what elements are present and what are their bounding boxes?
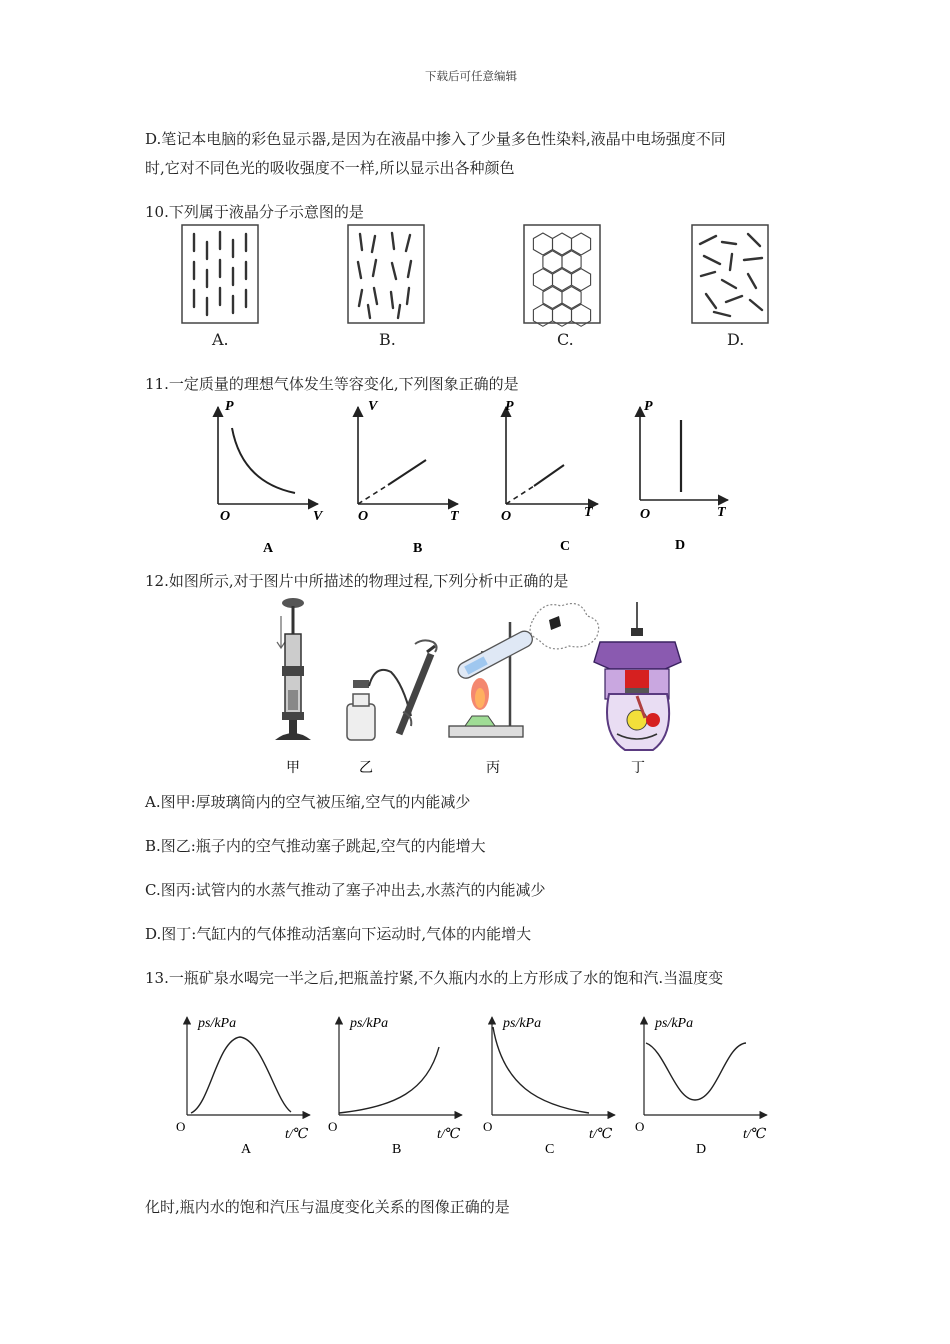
hexagon-cell bbox=[572, 269, 591, 291]
q13-graphs bbox=[165, 1005, 785, 1165]
q13-d-label: D bbox=[696, 1142, 707, 1157]
q10-figure-a bbox=[182, 225, 258, 323]
q12-stem: 12.如图所示,对于图片中所描述的物理过程,下列分析中正确的是 bbox=[145, 572, 569, 590]
hexagon-cell bbox=[543, 251, 562, 273]
q11-graph-b bbox=[358, 399, 460, 556]
q12-option-c: C.图丙:试管内的水蒸气推动了塞子冲出去,水蒸汽的内能减少 bbox=[145, 881, 546, 899]
q13-c-yaxis: ps/kPa bbox=[503, 1016, 542, 1031]
q13-d-origin: O bbox=[635, 1119, 645, 1134]
q11-stem: 11.一定质量的理想气体发生等容变化,下列图象正确的是 bbox=[145, 375, 519, 393]
q12-caption-bing: 丙 bbox=[486, 761, 500, 776]
q13-b-yaxis: ps/kPa bbox=[350, 1016, 389, 1031]
page-header: 下载后可任意编辑 bbox=[425, 69, 517, 83]
q13-a-origin: O bbox=[176, 1119, 186, 1134]
q10-figure-c bbox=[524, 225, 600, 326]
q11-a-origin: O bbox=[220, 509, 231, 524]
q12-caption-jia: 甲 bbox=[286, 761, 300, 776]
q11-b-xaxis: T bbox=[450, 509, 459, 524]
hexagon-cell bbox=[562, 287, 581, 309]
q13-graph-d bbox=[635, 1016, 767, 1157]
q9-option-d-line2: 时,它对不同色光的吸收强度不一样,所以显示出各种颜色 bbox=[145, 159, 515, 177]
q11-graph-c bbox=[501, 399, 598, 554]
q10-label-b: B. bbox=[379, 330, 396, 349]
q10-figure-d bbox=[692, 225, 768, 323]
q11-d-label: D bbox=[675, 538, 686, 553]
q12-option-a: A.图甲:厚玻璃筒内的空气被压缩,空气的内能减少 bbox=[145, 793, 471, 811]
q11-c-label: C bbox=[560, 539, 571, 554]
q11-a-yaxis: P bbox=[225, 399, 234, 414]
q11-d-yaxis: P bbox=[644, 399, 653, 414]
q13-c-origin: O bbox=[483, 1119, 493, 1134]
q12-caption-ding: 丁 bbox=[631, 761, 645, 776]
q11-b-origin: O bbox=[358, 509, 369, 524]
q13-d-yaxis: ps/kPa bbox=[655, 1016, 694, 1031]
q12-figure-jia bbox=[275, 598, 311, 740]
q13-a-label: A bbox=[241, 1142, 252, 1157]
hexagon-cell bbox=[543, 287, 562, 309]
q13-d-xaxis: t/℃ bbox=[743, 1127, 767, 1142]
q12-figure-yi bbox=[347, 640, 437, 740]
q12-figure-ding bbox=[594, 602, 681, 750]
q10-label-a: A. bbox=[212, 330, 229, 349]
q11-b-label: B bbox=[413, 541, 423, 556]
q11-c-origin: O bbox=[501, 509, 512, 524]
q12-figures bbox=[265, 594, 705, 784]
q10-figure-b bbox=[348, 225, 424, 323]
hexagon-cell bbox=[562, 251, 581, 273]
q13-stem: 13.一瓶矿泉水喝完一半之后,把瓶盖拧紧,不久瓶内水的上方形成了水的饱和汽.当温度变 bbox=[145, 969, 724, 987]
q10-label-c: C. bbox=[557, 330, 574, 349]
q12-figure-bing bbox=[449, 604, 599, 737]
q11-graph-a bbox=[218, 399, 324, 556]
q13-a-yaxis: ps/kPa bbox=[198, 1016, 237, 1031]
q13-c-xaxis: t/℃ bbox=[589, 1127, 613, 1142]
q11-a-xaxis: V bbox=[313, 509, 323, 524]
q10-figures bbox=[170, 220, 810, 355]
q10-label-d: D. bbox=[727, 330, 745, 349]
q13-c-label: C bbox=[545, 1142, 555, 1157]
q11-a-label: A bbox=[263, 541, 274, 556]
q12-option-d: D.图丁:气缸内的气体推动活塞向下运动时,气体的内能增大 bbox=[145, 925, 532, 943]
q11-graph-d bbox=[640, 399, 728, 553]
q13-a-xaxis: t/℃ bbox=[285, 1127, 309, 1142]
hexagon-cell bbox=[533, 269, 552, 291]
q11-d-origin: O bbox=[640, 507, 651, 522]
q13-stem-continued: 化时,瓶内水的饱和汽压与温度变化关系的图像正确的是 bbox=[145, 1198, 510, 1216]
hexagon-cell bbox=[572, 233, 591, 255]
q11-c-yaxis: P bbox=[505, 399, 514, 414]
q13-graph-a bbox=[176, 1016, 310, 1157]
q12-option-b: B.图乙:瓶子内的空气推动塞子跳起,空气的内能增大 bbox=[145, 837, 486, 855]
q13-b-label: B bbox=[392, 1142, 402, 1157]
hexagon-cell bbox=[553, 233, 572, 255]
hexagon-cell bbox=[553, 269, 572, 291]
q11-graphs bbox=[200, 392, 760, 562]
q9-option-d-line1: D.笔记本电脑的彩色显示器,是因为在液晶中掺入了少量多色性染料,液晶中电场强度不同 bbox=[145, 130, 726, 148]
q11-d-xaxis: T bbox=[717, 505, 726, 520]
q13-graph-b bbox=[328, 1016, 462, 1157]
q12-caption-yi: 乙 bbox=[359, 761, 373, 776]
q11-b-yaxis: V bbox=[368, 399, 378, 414]
q13-graph-c bbox=[483, 1016, 615, 1157]
q13-b-origin: O bbox=[328, 1119, 338, 1134]
hexagon-cell bbox=[533, 233, 552, 255]
q11-c-xaxis: T bbox=[584, 505, 593, 520]
q10-stem: 10.下列属于液晶分子示意图的是 bbox=[145, 203, 364, 221]
q13-b-xaxis: t/℃ bbox=[437, 1127, 461, 1142]
